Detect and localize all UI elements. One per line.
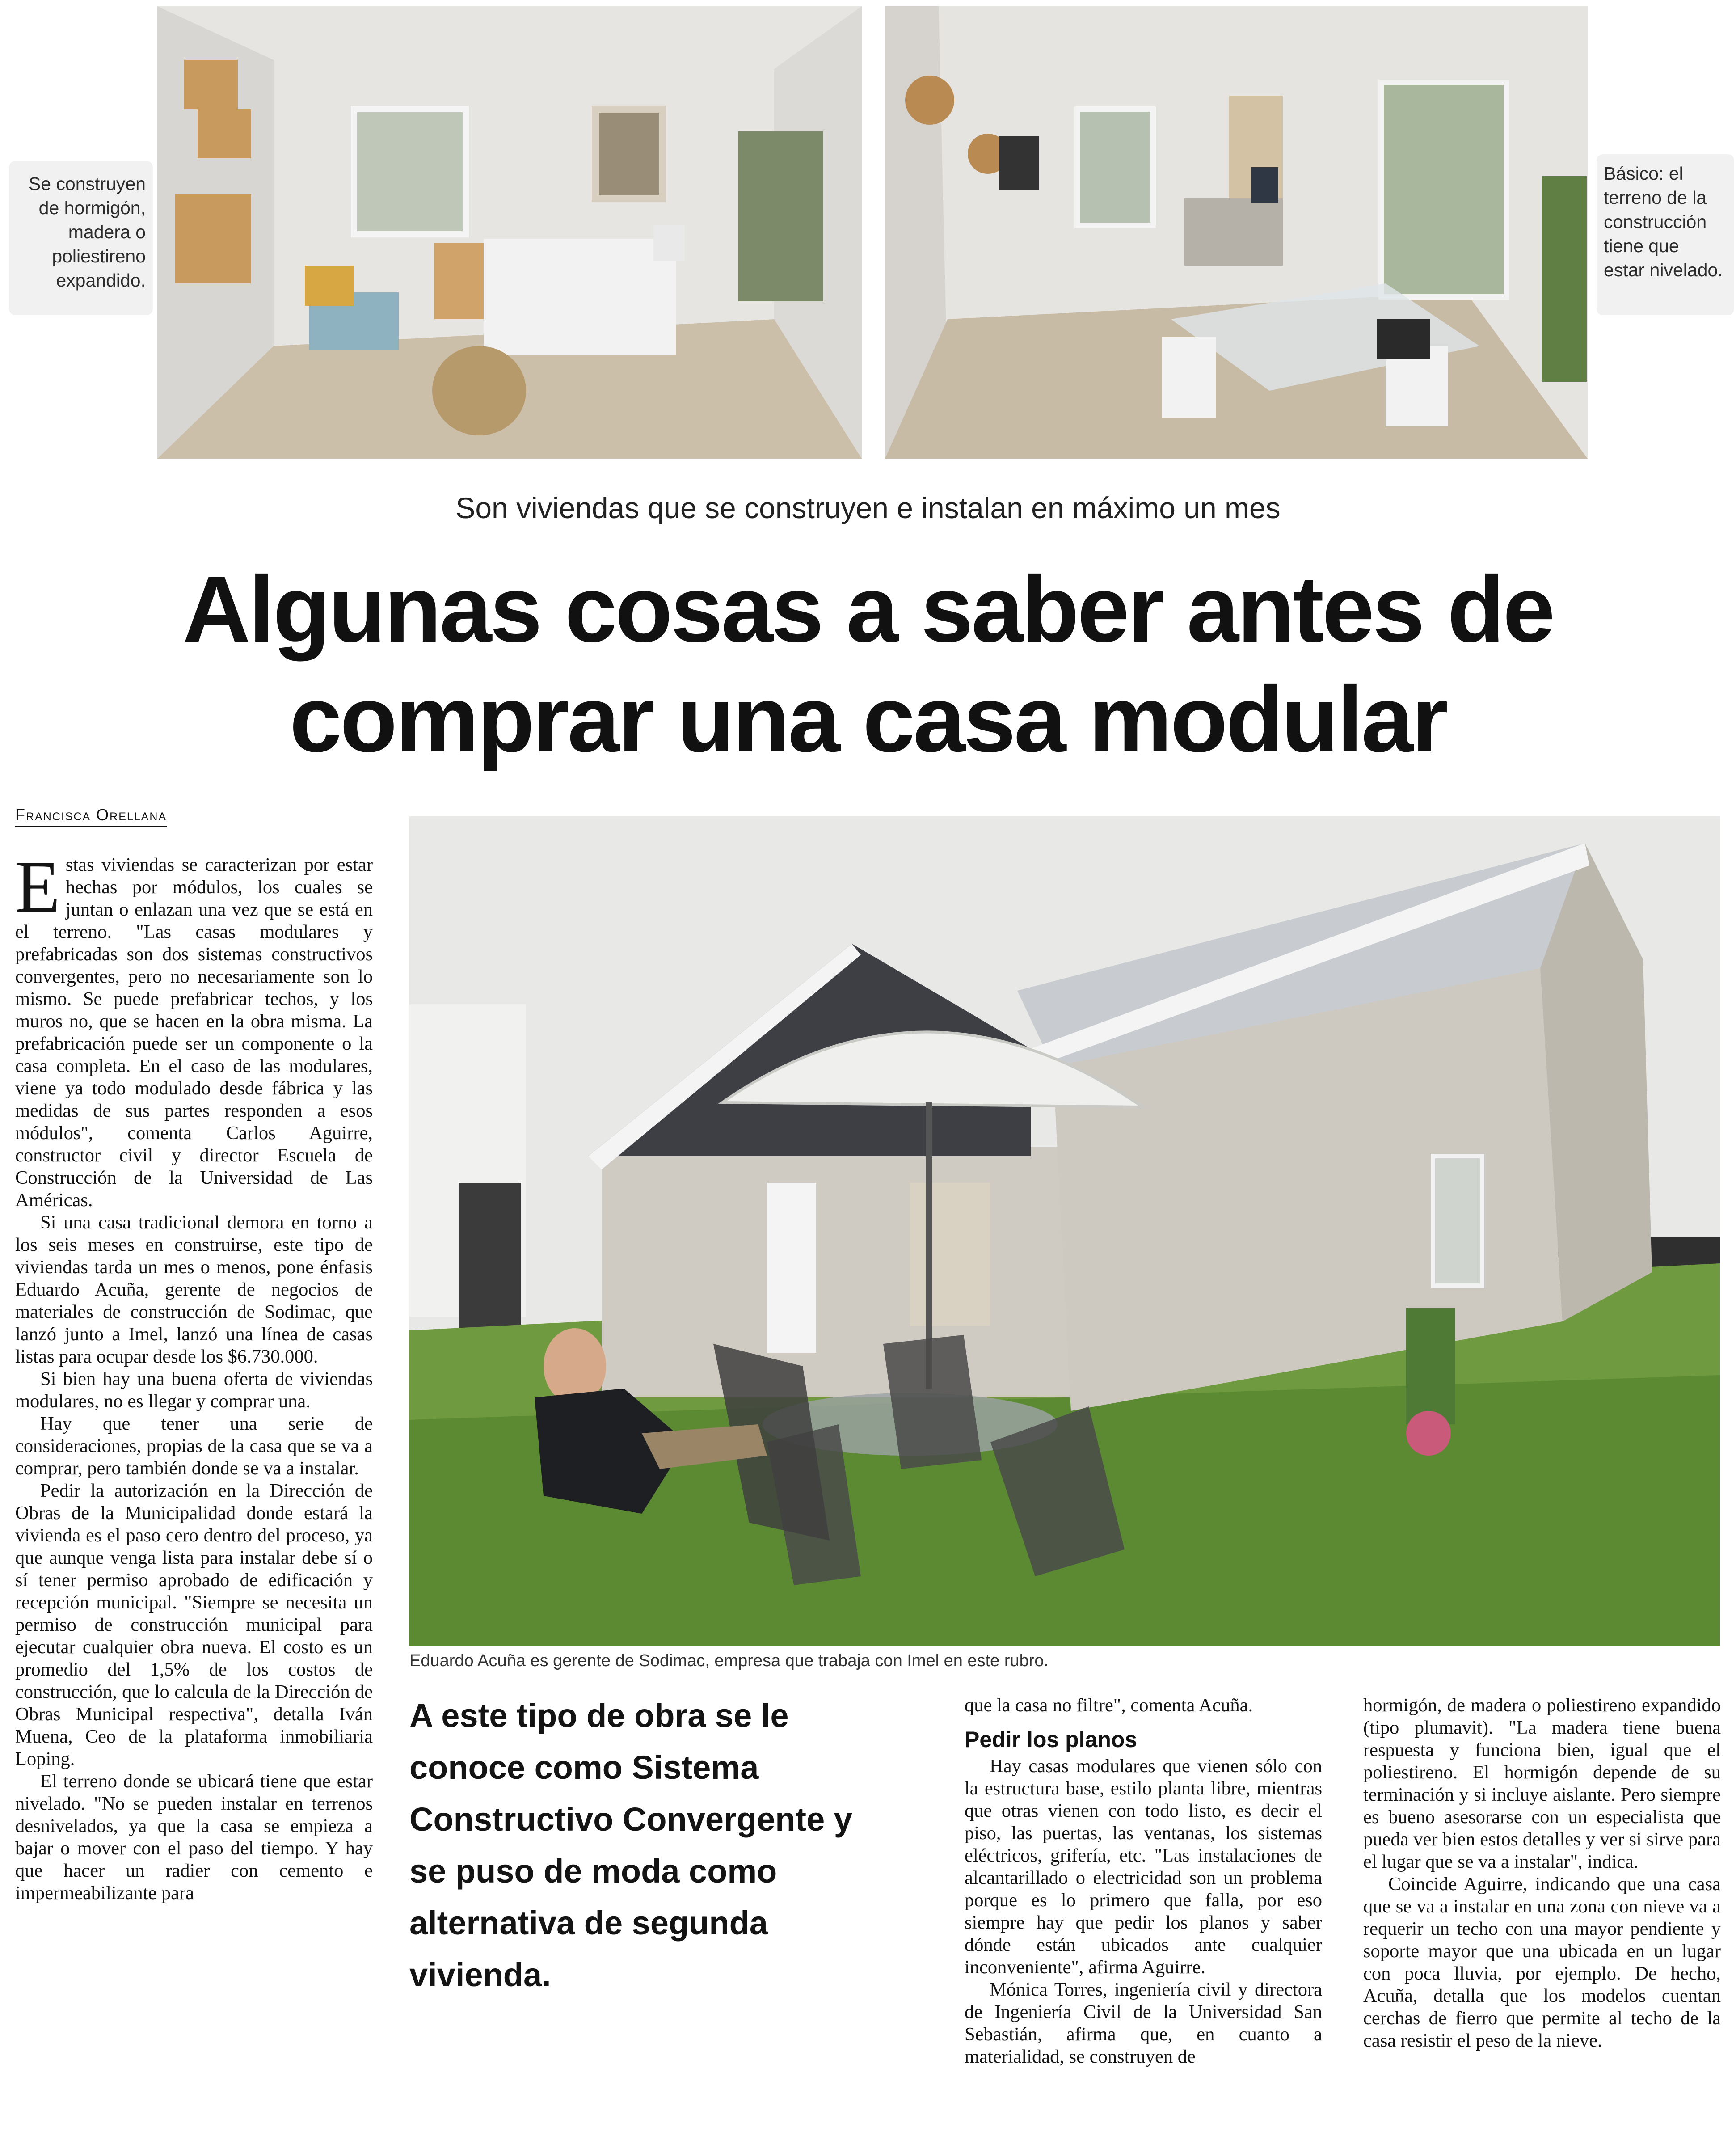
article-paragraph-5: Pedir la autorización en la Dirección de Obras de la Municipalidad donde estará la vivienda es el paso cero dentro del proceso, ya que aunque venga lista para instalar debe sí o sí tener permiso aprobado de edificación y recepción municipal. "Siempre se necesita un permiso de construcción municipal para ejecutar cualquier obra nueva. El costo es un promedio del 1,5% de los costos de construcción, que lo calcula de la Dirección de Obras Municipal respectiva", detalla Iván Muena, Ceo de la plataforma inmobiliaria Loping. — [15, 1480, 373, 1769]
living-room-photo — [885, 6, 1588, 459]
col3-paragraph-1: que la casa no filtre", comenta Acuña. — [965, 1695, 1253, 1716]
article-paragraph-6: El terreno donde se ubicará tiene que estar nivelado. "No se pueden instalar en terrenos desnivelados, ya que la casa se empieza a bajar o mover con el paso del tiempo. Y hay que hacer un radier con cemento e impermeabilizante para — [15, 1771, 373, 1904]
kicker: Son viviendas que se construyen e instalan en máximo un mes — [455, 491, 1281, 524]
article-paragraph-2: Si una casa tradicional demora en torno a los seis meses en construirse, este tipo de viviendas tarda un mes o menos, pone énfasis Eduardo Acuña, gerente de negocios de materiales de construcción de Sodimac, que lanzó junto a Imel, lanzó una línea de casas listas para ocupar desde los $6.730.000. — [15, 1212, 373, 1367]
dropcap: E — [15, 854, 60, 928]
right-photo-caption — [1597, 154, 1734, 315]
bedroom-photo — [157, 6, 862, 459]
col4-paragraph-2: Coincide Aguirre, indicando que una casa que se va a instalar en una zona con nieve va a requerir un techo con una mayor pendiente y soporte mayor que una ubicada en un lugar con poca lluvia, por ejemplo. De hecho, Acuña, detalla que los modelos cuentan cerchas de fierro que permite al techo de la casa resistir el peso de la nieve. — [1363, 1874, 1721, 2051]
article-column-1 — [15, 854, 373, 2132]
headline: Algunas cosas a saber antes de comprar una casa modular — [182, 557, 1554, 772]
subheading-pedir-planos: Pedir los planos — [965, 1727, 1138, 1752]
col3-paragraph-2: Hay casas modulares que vienen sólo con la estructura base, estilo planta libre, mientras que otras vienen con todo listo, es decir el piso, las puertas, las ventanas, los sistemas eléctricos, grifería, etc. "Las instalaciones de alcantarillado o electricidad son un problema porque es lo primero que falla, por eso siempre hay que pedir los planos y saber dónde están ubicados ante cualquier inconveniente", afirma Aguirre. — [965, 1756, 1322, 1978]
byline: Francisca Orellana — [15, 806, 167, 827]
modular-house-photo — [409, 816, 1720, 1646]
left-caption-text: Se construyen de hormigón, madera o poliestireno expandido. — [28, 173, 146, 291]
pull-quote: A este tipo de obra se le conoce como Sistema Constructivo Convergente y se puso de moda como alternativa de segunda vivienda. — [409, 1697, 852, 1993]
article-column-3 — [965, 1694, 1322, 2132]
article-paragraph-4: Hay que tener una serie de consideraciones, propias de la casa que se va a comprar, pero también donde se va a instalar. — [15, 1413, 373, 1479]
left-photo-caption — [9, 161, 153, 315]
article-paragraph-1 — [15, 854, 373, 1212]
right-caption-text: Básico: el terreno de la construcción tiene que estar nivelado. — [1604, 163, 1723, 280]
col3-paragraph-3: Mónica Torres, ingeniería civil y directora de Ingeniería Civil de la Universidad San Sebastián, afirma que, en cuanto a materialidad, se construyen de — [965, 1979, 1322, 2067]
article-column-4 — [1363, 1694, 1721, 2132]
article-paragraph-3: Si bien hay una buena oferta de viviendas modulares, no es llegar y comprar una. — [15, 1368, 373, 1412]
article-paragraph-1-text: stas viviendas se caracterizan por estar hechas por módulos, los cuales se juntan o enlazan una vez que se está en el terreno. "Las casas modulares y prefabricadas son dos sistemas constructivos convergentes, pero no necesariamente son lo mismo. Se puede prefabricar techos, y los muros no, que se hacen en la obra misma. La prefabricación puede ser un componente o la casa completa. En el caso de las modulares, viene ya todo modulado desde fábrica y las medidas de sus partes responden a esos módulos", comenta Carlos Aguirre, constructor civil y director Escuela de Construcción de la Universidad de Las Américas. — [15, 854, 373, 1211]
col4-paragraph-1: hormigón, de madera o poliestireno expandido (tipo plumavit). "La madera tiene buena respuesta y funciona bien, igual que el poliestireno. El hormigón depende de su terminación y si incluye aislante. Pero siempre es bueno asesorarse con un especialista que pueda ver bien estos detalles y ver si sirve para el lugar que se va a instalar", indica. — [1363, 1695, 1721, 1872]
main-photo-caption: Eduardo Acuña es gerente de Sodimac, empresa que trabaja con Imel en este rubro. — [409, 1651, 1049, 1670]
